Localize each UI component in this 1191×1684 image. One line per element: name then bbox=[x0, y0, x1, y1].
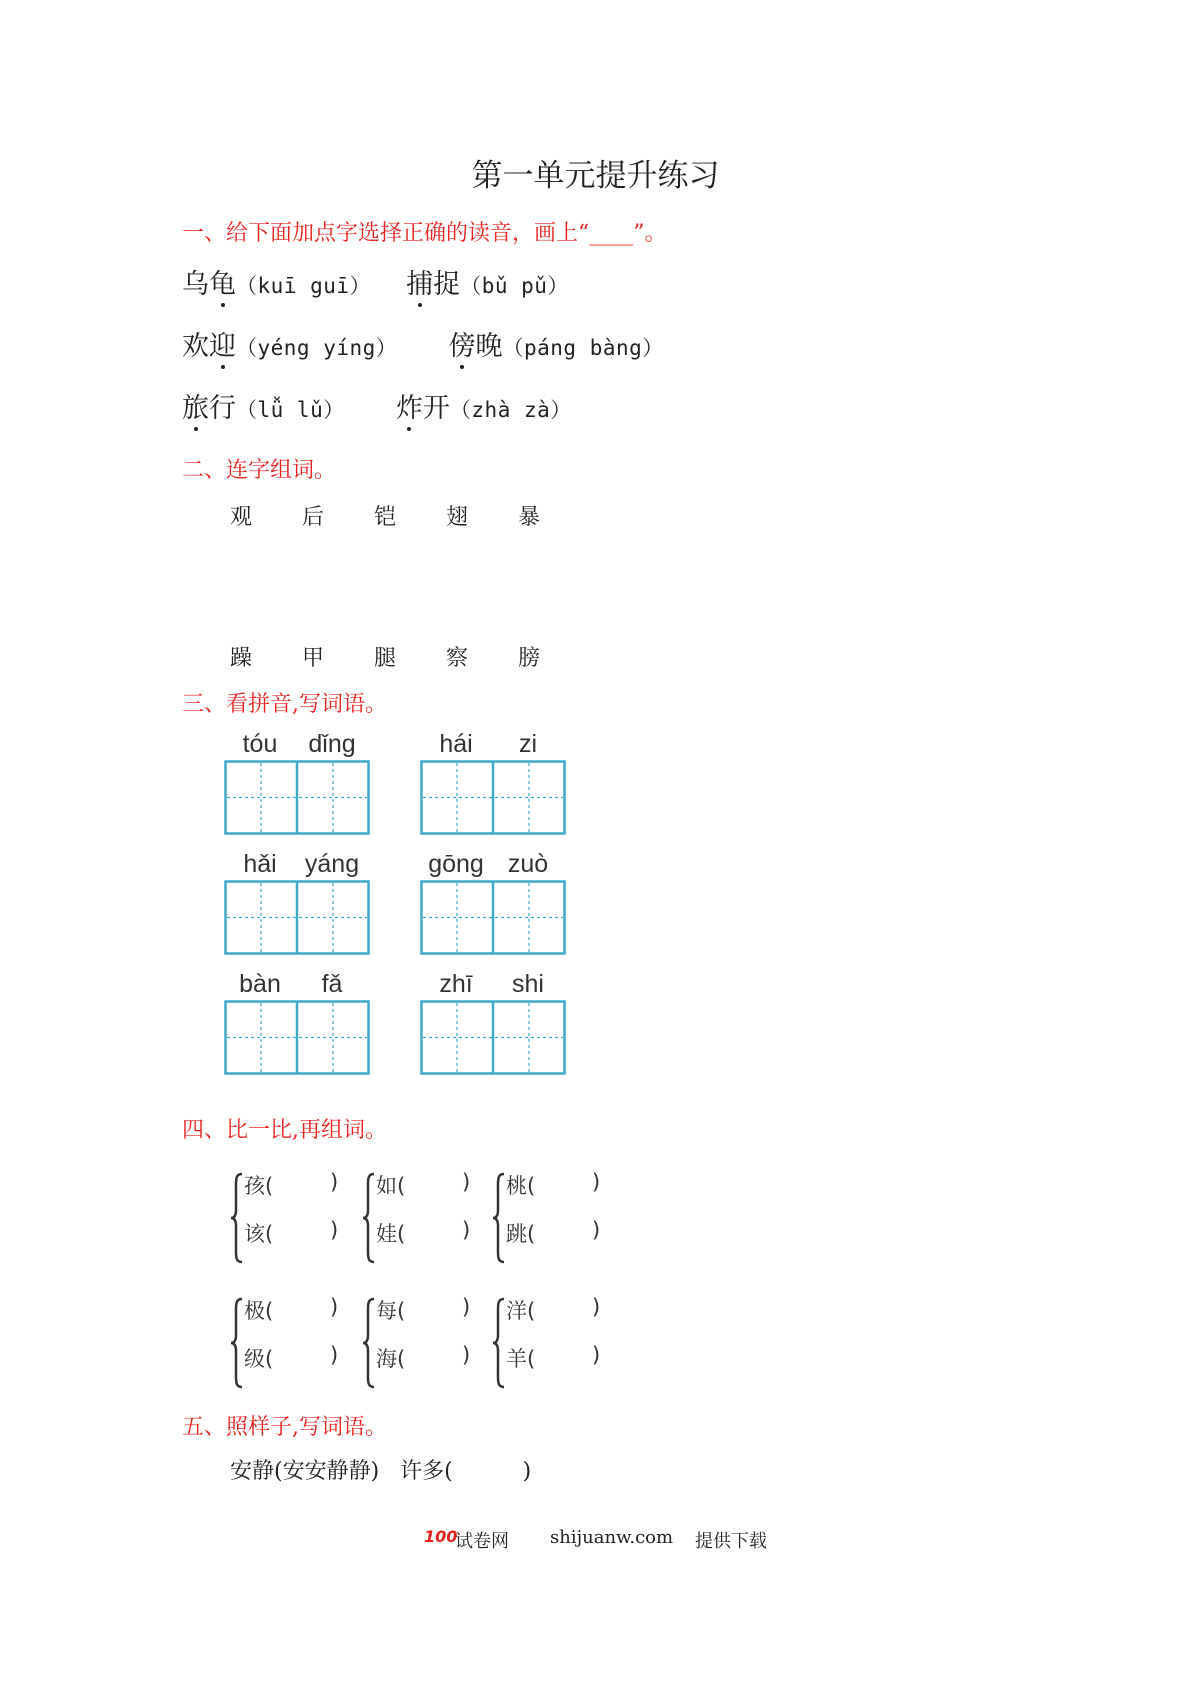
pinyin-label: gōng bbox=[428, 850, 484, 878]
tianzige-grid[interactable] bbox=[224, 760, 370, 836]
tianzige-grid[interactable] bbox=[224, 1000, 370, 1076]
link-char[interactable]: 腿 bbox=[374, 646, 397, 671]
site-logo: 100 bbox=[424, 1527, 458, 1546]
pair-word-bottom[interactable]: 级( bbox=[244, 1347, 274, 1371]
close-paren: ) bbox=[592, 1295, 601, 1319]
q1-item[interactable]: 捕捉（bǔ pǔ） bbox=[406, 269, 569, 300]
compare-pair bbox=[362, 1293, 482, 1393]
curly-brace-icon bbox=[230, 1297, 244, 1389]
section3-heading: 三、看拼音,写词语。 bbox=[182, 692, 387, 717]
pinyin-label: shi bbox=[512, 970, 544, 998]
close-paren: ) bbox=[462, 1170, 471, 1194]
pair-word-top[interactable]: 如( bbox=[376, 1174, 406, 1198]
pair-word-bottom[interactable]: 跳( bbox=[506, 1222, 536, 1246]
link-char[interactable]: 躁 bbox=[230, 646, 253, 671]
close-paren: ) bbox=[462, 1295, 471, 1319]
pinyin-label: hái bbox=[439, 730, 473, 758]
tianzige-grid[interactable] bbox=[420, 1000, 566, 1076]
link-char[interactable]: 后 bbox=[302, 505, 325, 530]
page-title: 第一单元提升练习 bbox=[471, 158, 720, 194]
pinyin-label: zi bbox=[518, 730, 538, 758]
pair-word-top[interactable]: 洋( bbox=[506, 1299, 536, 1323]
link-char[interactable]: 观 bbox=[230, 505, 253, 530]
section1-row-3 bbox=[182, 386, 572, 425]
section2-heading: 二、连字组词。 bbox=[182, 458, 337, 483]
compare-pair bbox=[492, 1168, 612, 1268]
close-paren: ) bbox=[330, 1343, 339, 1367]
close-paren: ) bbox=[330, 1218, 339, 1242]
compare-pair bbox=[362, 1168, 482, 1268]
section5-example[interactable]: 安静(安安静静) 许多( ) bbox=[230, 1459, 532, 1484]
pair-word-top[interactable]: 每( bbox=[376, 1299, 406, 1323]
link-char[interactable]: 甲 bbox=[302, 646, 325, 671]
compare-pair bbox=[230, 1168, 350, 1268]
section2-row-1 bbox=[230, 500, 590, 531]
close-paren: ) bbox=[462, 1218, 471, 1242]
curly-brace-icon bbox=[230, 1172, 244, 1264]
section4-heading: 四、比一比,再组词。 bbox=[182, 1118, 387, 1143]
close-paren: ) bbox=[330, 1170, 339, 1194]
section5-heading: 五、照样子,写词语。 bbox=[182, 1415, 387, 1440]
pinyin-label: zhī bbox=[439, 970, 473, 998]
pair-word-top[interactable]: 极( bbox=[244, 1299, 274, 1323]
pinyin-label: hǎi bbox=[243, 850, 277, 878]
pinyin-label: dǐng bbox=[308, 730, 356, 758]
pinyin-label: zuò bbox=[507, 850, 549, 878]
pinyin-label: yáng bbox=[304, 850, 360, 878]
tianzige-grid[interactable] bbox=[224, 880, 370, 956]
close-paren: ) bbox=[592, 1343, 601, 1367]
tianzige-grid[interactable] bbox=[420, 880, 566, 956]
footer bbox=[0, 1527, 1191, 1557]
footer-site-name: 试卷网 bbox=[455, 1531, 509, 1552]
pair-word-top[interactable]: 桃( bbox=[506, 1174, 536, 1198]
pair-word-bottom[interactable]: 娃( bbox=[376, 1222, 406, 1246]
q1-item[interactable]: 炸开（zhà zà） bbox=[396, 393, 572, 424]
pair-word-bottom[interactable]: 羊( bbox=[506, 1347, 536, 1371]
q1-item[interactable]: 傍晚（páng bàng） bbox=[448, 331, 663, 362]
link-char[interactable]: 铠 bbox=[374, 505, 397, 530]
section1-row-1 bbox=[182, 262, 569, 301]
pair-word-bottom[interactable]: 该( bbox=[244, 1222, 274, 1246]
close-paren: ) bbox=[592, 1170, 601, 1194]
q1-item[interactable]: 乌龟（kuī guī） bbox=[182, 269, 371, 300]
link-char[interactable]: 暴 bbox=[518, 505, 541, 530]
section2-row-2 bbox=[230, 641, 590, 672]
link-char[interactable]: 察 bbox=[446, 646, 469, 671]
section1-heading: 一、给下面加点字选择正确的读音，画上“____”。 bbox=[182, 221, 667, 246]
curly-brace-icon bbox=[492, 1297, 506, 1389]
q1-item[interactable]: 旅行（lǚ lǔ） bbox=[182, 393, 345, 424]
compare-pair bbox=[492, 1293, 612, 1393]
close-paren: ) bbox=[462, 1343, 471, 1367]
pinyin-label: tóu bbox=[242, 730, 278, 758]
curly-brace-icon bbox=[362, 1172, 376, 1264]
pair-word-top[interactable]: 孩( bbox=[244, 1174, 274, 1198]
pinyin-label: bàn bbox=[239, 970, 281, 998]
pair-word-bottom[interactable]: 海( bbox=[376, 1347, 406, 1371]
close-paren: ) bbox=[330, 1295, 339, 1319]
curly-brace-icon bbox=[492, 1172, 506, 1264]
q1-item[interactable]: 欢迎（yéng yíng） bbox=[182, 331, 397, 362]
tianzige-grid[interactable] bbox=[420, 760, 566, 836]
pinyin-label: fǎ bbox=[321, 970, 343, 998]
section1-row-2 bbox=[182, 324, 664, 363]
footer-note: 提供下载 bbox=[695, 1531, 767, 1552]
link-char[interactable]: 翅 bbox=[446, 505, 469, 530]
link-char[interactable]: 膀 bbox=[518, 646, 541, 671]
close-paren: ) bbox=[592, 1218, 601, 1242]
curly-brace-icon bbox=[362, 1297, 376, 1389]
footer-url[interactable]: shijuanw.com bbox=[550, 1527, 674, 1548]
compare-pair bbox=[230, 1293, 350, 1393]
